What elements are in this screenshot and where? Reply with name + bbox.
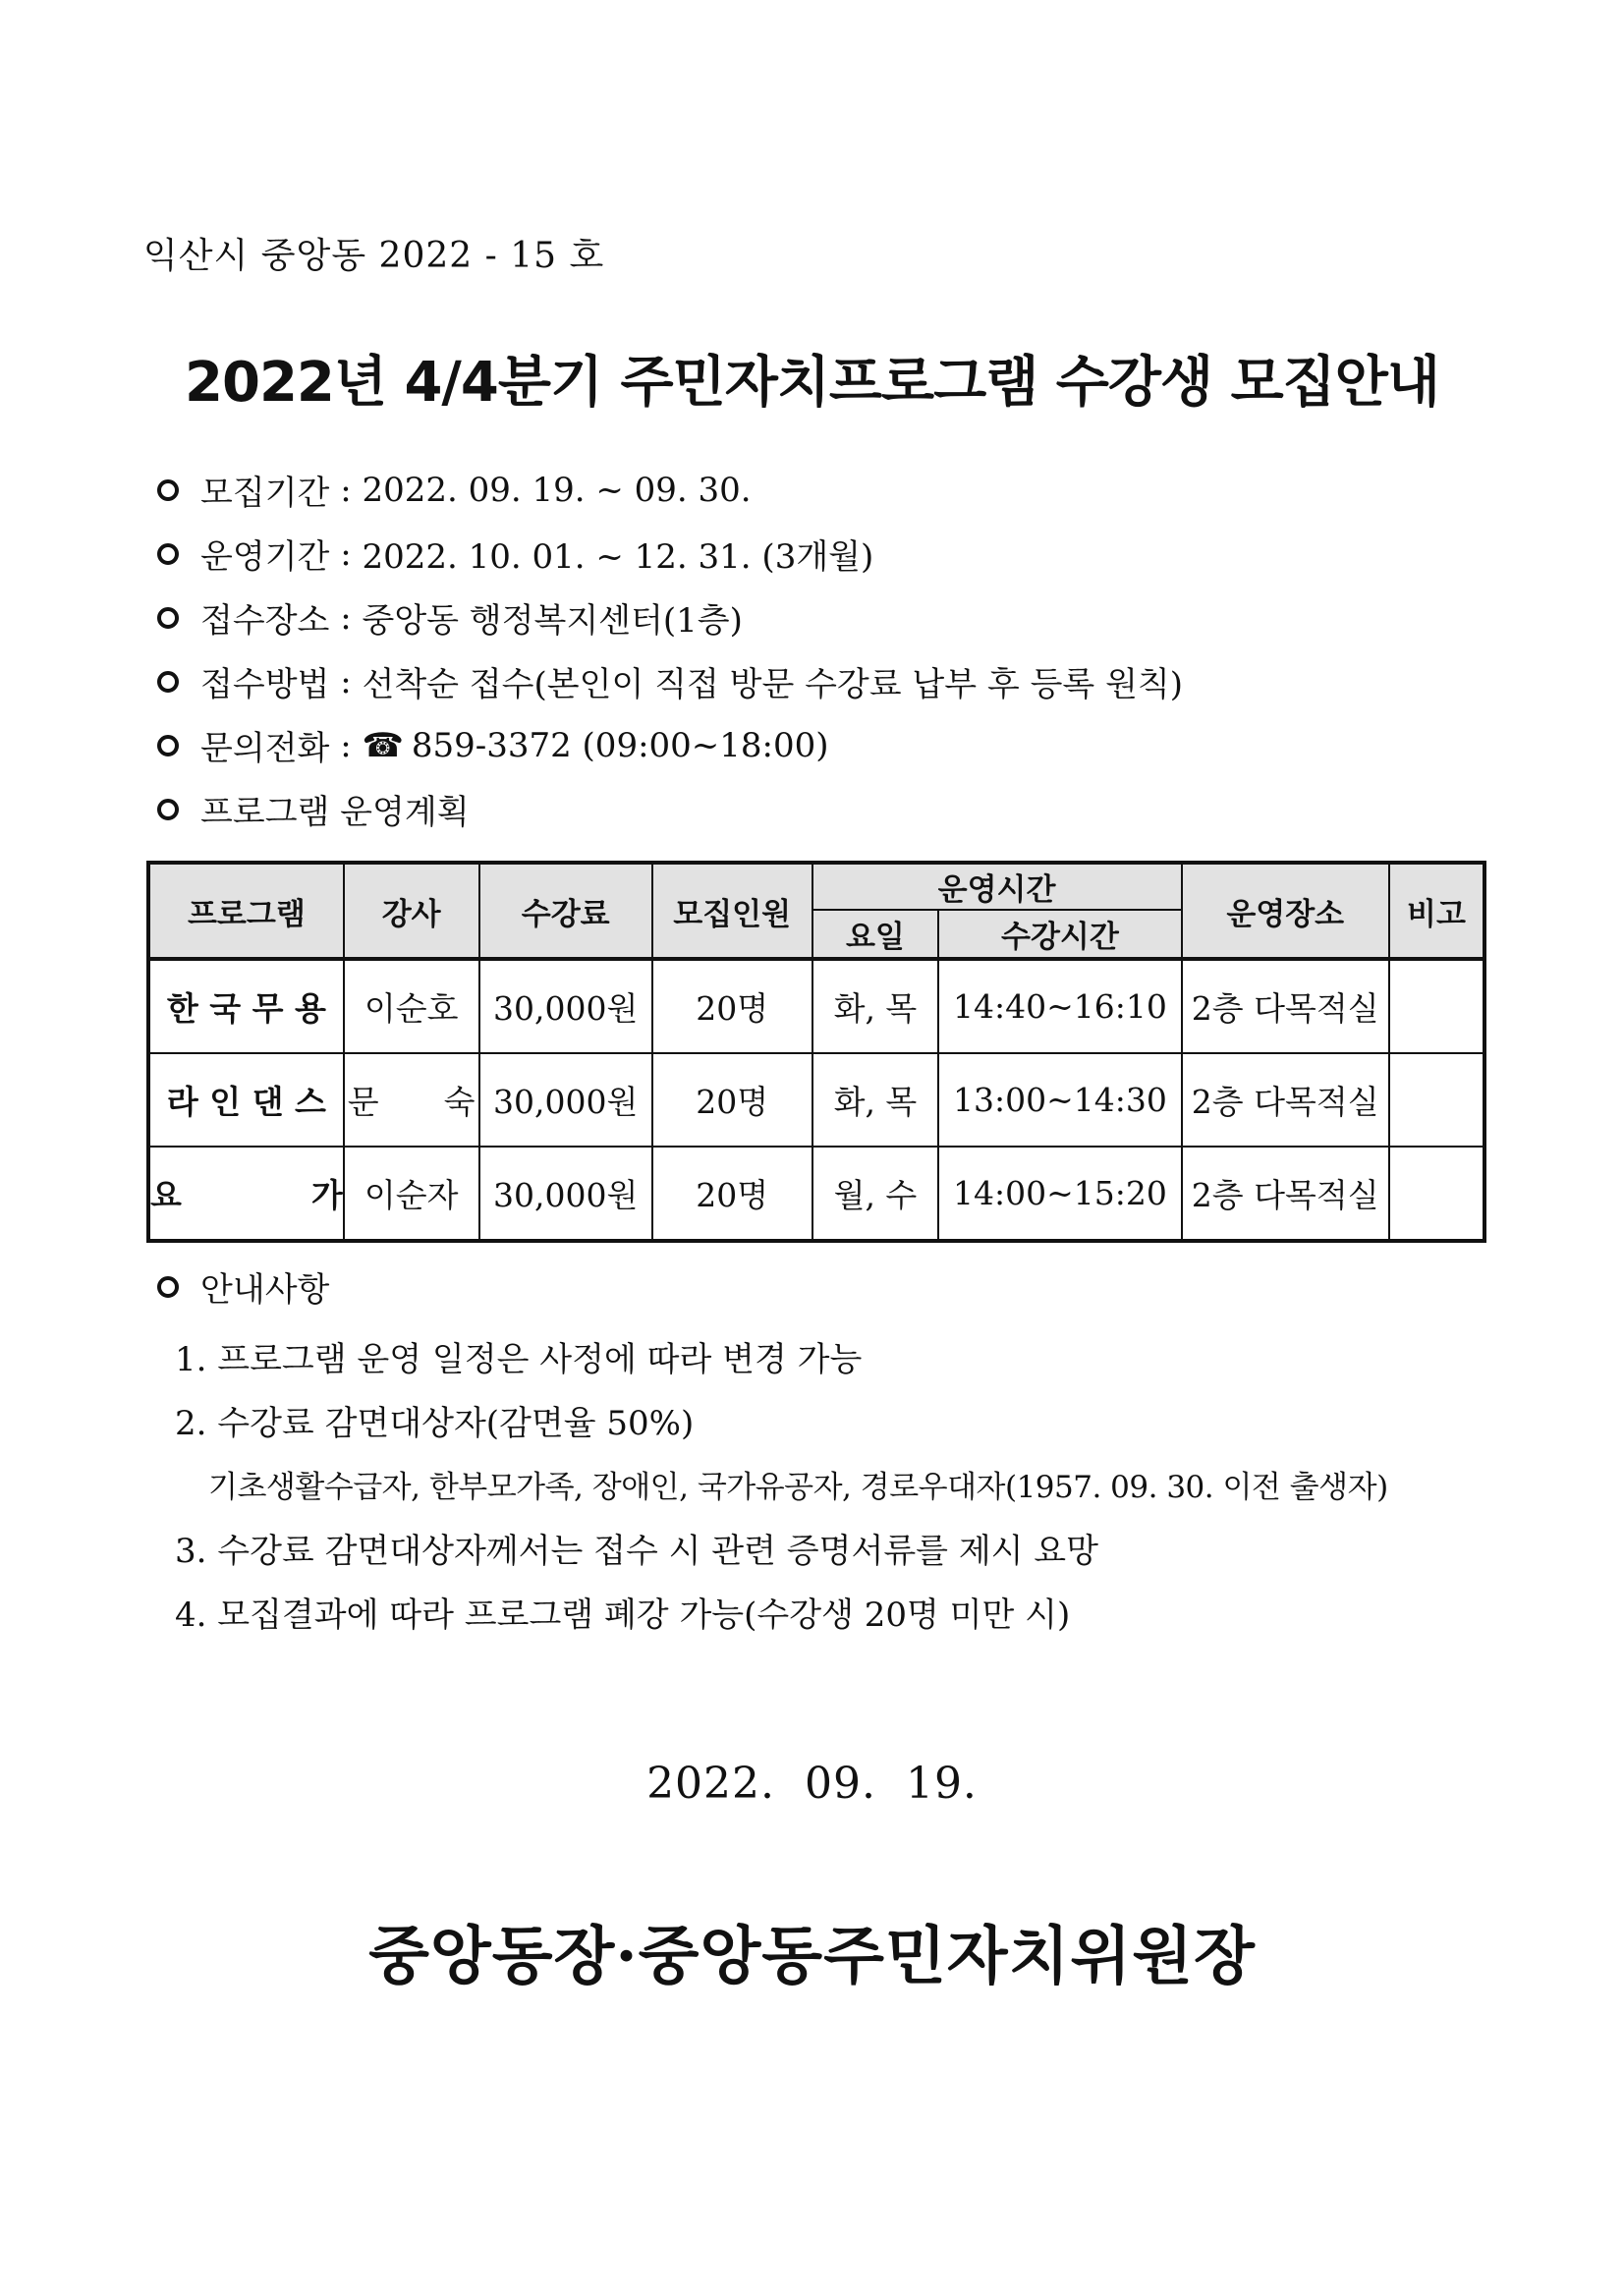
info-label: 운영기간: [200, 537, 330, 577]
circle-bullet-icon: [157, 735, 179, 756]
circle-bullet-icon: [157, 671, 179, 693]
info-phone: 문의전화 : ☎ 859-3372 (09:00~18:00): [157, 713, 1183, 777]
capacity: 20명: [652, 1053, 812, 1147]
page-title: 2022년 4/4분기 주민자치프로그램 수강생 모집안내: [185, 351, 1439, 415]
table-row: [148, 959, 1484, 1053]
list-item: 4. 모집결과에 따라 프로그램 폐강 가능(수강생 20명 미만 시): [175, 1596, 1071, 1635]
issue-date: 2022. 09. 19.: [646, 1759, 978, 1809]
notice-list: [175, 1324, 1388, 1644]
instructor: 문 숙: [344, 1053, 479, 1147]
capacity: 20명: [652, 1147, 812, 1241]
info-operation-period: 운영기간 : 2022. 10. 01. ~ 12. 31. (3개월): [157, 522, 1183, 586]
header-instructor: 강사: [344, 863, 479, 959]
info-value: 중앙동 행정복지센터(1층): [362, 601, 743, 641]
note: [1389, 1147, 1484, 1241]
fee: 30,000원: [479, 1147, 652, 1241]
program-name: 라 인 댄 스: [148, 1053, 344, 1147]
place: 2층 다목적실: [1182, 1053, 1389, 1147]
info-label: 프로그램 운영계획: [200, 793, 470, 832]
info-place: 접수장소 : 중앙동 행정복지센터(1층): [157, 586, 1183, 649]
list-item: 3. 수강료 감면대상자께서는 접수 시 관련 증명서류를 제시 요망: [175, 1532, 1098, 1571]
phone-icon: ☎: [362, 725, 404, 765]
day: 월, 수: [812, 1147, 939, 1241]
circle-bullet-icon: [157, 479, 179, 501]
notice-heading: [157, 1262, 329, 1311]
program-name: 요 가: [148, 1147, 344, 1241]
info-value: 2022. 09. 19. ~ 09. 30.: [362, 470, 752, 510]
day: 화, 목: [812, 1053, 939, 1147]
circle-bullet-icon: [157, 1276, 179, 1298]
header-day: 요일: [812, 910, 939, 959]
info-recruit-period: 모집기간 : 2022. 09. 19. ~ 09. 30.: [157, 458, 1183, 522]
header-fee: 수강료: [479, 863, 652, 959]
circle-bullet-icon: [157, 799, 179, 820]
document-number: 익산시 중앙동 2022 - 15 호: [143, 236, 605, 276]
info-value: 선착순 접수(본인이 직접 방문 수강료 납부 후 등록 원칙): [362, 665, 1184, 704]
list-item: 1. 프로그램 운영 일정은 사정에 따라 변경 가능: [175, 1340, 863, 1379]
list-item-detail-text: 기초생활수급자, 한부모가족, 장애인, 국가유공자, 경로우대자(1957. 09. 30. 이전 출생자): [208, 1470, 1388, 1505]
note: [1389, 1053, 1484, 1147]
list-item: 2. 수강료 감면대상자(감면율 50%): [175, 1404, 695, 1443]
circle-bullet-icon: [157, 543, 179, 565]
header-place: 운영장소: [1182, 863, 1389, 959]
instructor: 이순자: [344, 1147, 479, 1241]
info-value: 2022. 10. 01. ~ 12. 31. (3개월): [362, 537, 874, 577]
list-item-detail: [175, 1452, 1388, 1516]
info-label: 모집기간: [200, 474, 330, 513]
day: 화, 목: [812, 959, 939, 1053]
table-row: [148, 1147, 1484, 1241]
info-value: 859-3372 (09:00~18:00): [411, 725, 829, 765]
header-note: 비고: [1389, 863, 1484, 959]
info-method: 접수방법 : 선착순 접수(본인이 직접 방문 수강료 납부 후 등록 원칙): [157, 649, 1183, 713]
program-name: 한 국 무 용: [148, 959, 344, 1053]
program-schedule-table: [146, 861, 1486, 1243]
header-operating-time: 운영시간: [812, 863, 1182, 910]
instructor: 이순호: [344, 959, 479, 1053]
table-row: [148, 1053, 1484, 1147]
header-class-time: 수강시간: [938, 910, 1181, 959]
info-label: 문의전화: [200, 729, 330, 768]
capacity: 20명: [652, 959, 812, 1053]
place: 2층 다목적실: [1182, 959, 1389, 1053]
circle-bullet-icon: [157, 607, 179, 629]
info-label: 접수장소: [200, 601, 330, 641]
fee: 30,000원: [479, 959, 652, 1053]
note: [1389, 959, 1484, 1053]
info-list: [157, 458, 1183, 841]
header-capacity: 모집인원: [652, 863, 812, 959]
place: 2층 다목적실: [1182, 1147, 1389, 1241]
notice-heading-label: 안내사항: [200, 1270, 330, 1310]
header-program: 프로그램: [148, 863, 344, 959]
class-time: 13:00~14:30: [938, 1053, 1181, 1147]
class-time: 14:40~16:10: [938, 959, 1181, 1053]
info-label: 접수방법: [200, 665, 330, 704]
class-time: 14:00~15:20: [938, 1147, 1181, 1241]
info-program-plan: [157, 777, 1183, 841]
fee: 30,000원: [479, 1053, 652, 1147]
issuer-signature: 중앙동장·중앙동주민자치위원장: [368, 1920, 1256, 1993]
